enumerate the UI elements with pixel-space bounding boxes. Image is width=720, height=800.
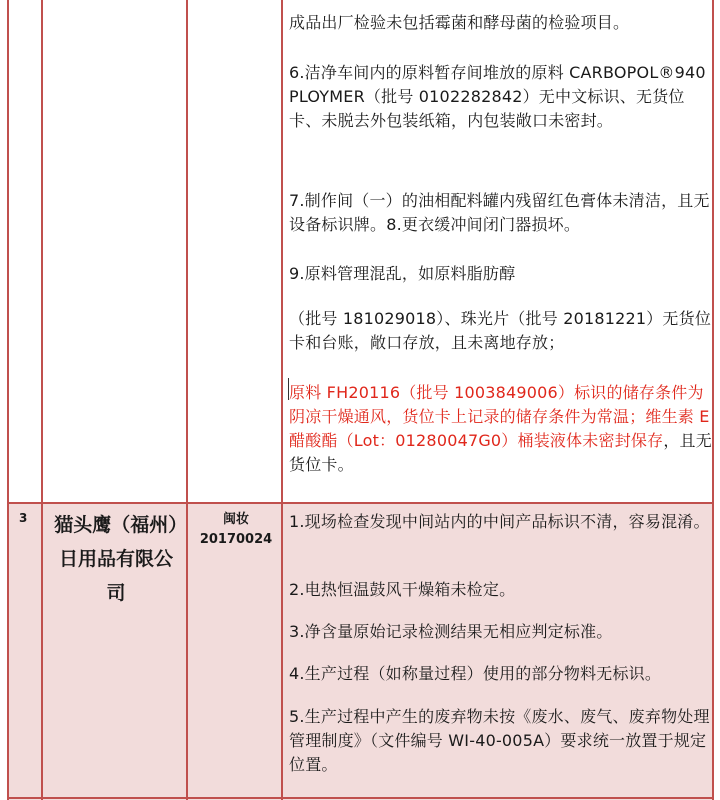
lower-item-4: 4.生产过程（如称量过程）使用的部分物料无标识。 — [289, 664, 662, 683]
border-col-3 — [281, 0, 283, 800]
red-paragraph-tail: ，且无货位卡。 — [289, 431, 712, 474]
border-bottom — [7, 797, 714, 799]
border-col-1 — [41, 0, 43, 800]
lower-item-2: 2.电热恒温鼓风干燥箱未检定。 — [289, 580, 516, 599]
upper-paragraph-5: （批号 181029018）、珠光片（批号 20181221）无货位卡和台账，敞口存放，且未离地存放； — [289, 309, 712, 352]
company-name: 猫头鹰（福州）日用品有限公司 — [54, 514, 178, 604]
border-col-2 — [186, 0, 188, 800]
upper-paragraph-4: 9.原料管理混乱，如原料脂肪醇 — [289, 264, 516, 283]
lower-item-3: 3.净含量原始记录检测结果无相应判定标准。 — [289, 622, 613, 641]
red-highlight-text: 原料 FH20116（批号 1003849006）标识的储存条件为阴凉干燥通风，货位卡上记录的储存条件为常温；维生素 E 醋酸酯（Lot：01280047G0）桶装液体未密封保存 — [289, 383, 710, 450]
upper-paragraph-3: 7.制作间（一）的油相配料罐内残留红色膏体未清洁，且无设备标识牌。8.更衣缓冲间闭门器损坏。 — [289, 191, 710, 234]
border-row-divider — [7, 502, 714, 504]
upper-paragraph-2: 6.洁净车间内的原料暂存间堆放的原料 CARBOPOL®940 PLOYMER（批号 0102282842）无中文标识、无货位卡、未脱去外包装纸箱，内包装敞口未密封。 — [289, 63, 706, 130]
lower-item-5: 5.生产过程中产生的废弃物未按《废水、废气、废弃物处理管理制度》（文件编号 WI-40-005A）要求统一放置于规定位置。 — [289, 707, 710, 774]
lower-item-1: 1.现场检查发现中间站内的中间产品标识不清，容易混淆。 — [289, 512, 710, 531]
border-left — [7, 0, 9, 800]
upper-paragraph-red — [289, 381, 715, 477]
row-number: 3 — [19, 511, 28, 525]
upper-paragraph-1: 成品出厂检验未包括霉菌和酵母菌的检验项目。 — [289, 13, 630, 32]
approval-number: 闽妆 20170024 — [199, 512, 273, 547]
